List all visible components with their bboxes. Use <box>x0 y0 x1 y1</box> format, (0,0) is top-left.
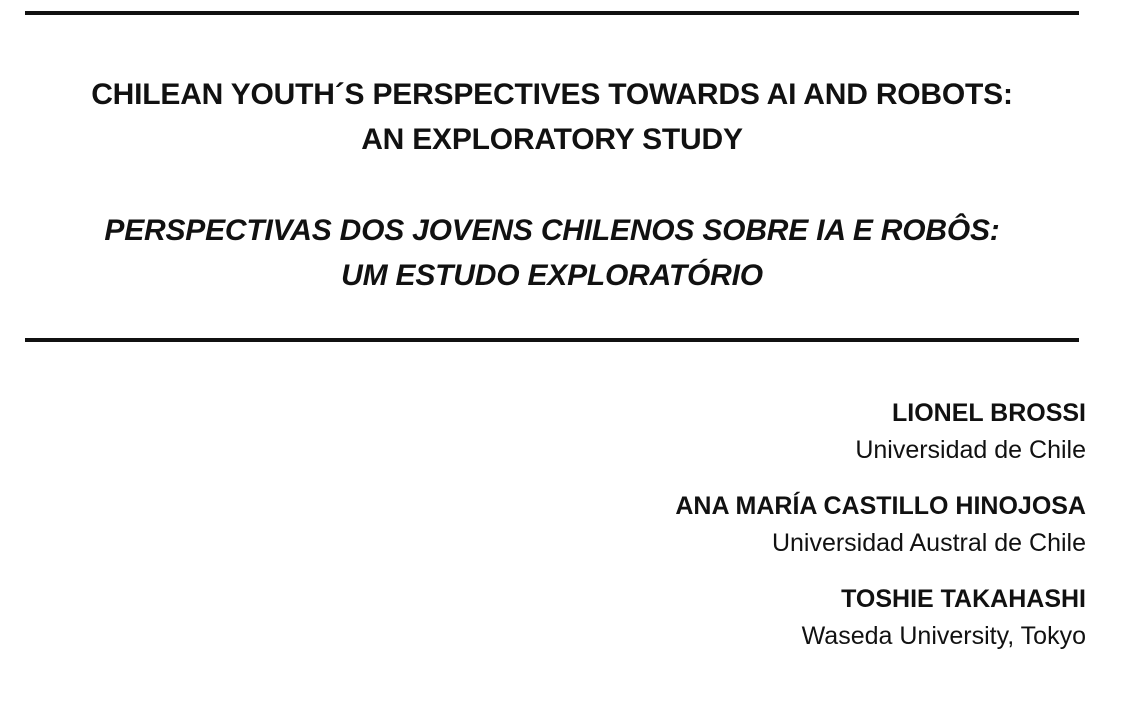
author-entry <box>486 488 1086 561</box>
author-entry <box>486 581 1086 654</box>
author-name: LIONEL BROSSI <box>891 399 1086 427</box>
title-portuguese-line-2: UM ESTUDO EXPLORATÓRIO <box>341 259 763 292</box>
author-list <box>486 395 1086 674</box>
author-name: ANA MARÍA CASTILLO HINOJOSA <box>675 492 1086 520</box>
title-portuguese-line-1: PERSPECTIVAS DOS JOVENS CHILENOS SOBRE IA E ROBÔS: <box>104 214 1000 247</box>
title-portuguese <box>25 208 1079 298</box>
author-name: TOSHIE TAKAHASHI <box>841 585 1086 613</box>
title-english <box>25 72 1079 162</box>
top-rule <box>25 11 1079 15</box>
author-affiliation: Universidad de Chile <box>855 436 1086 464</box>
author-entry <box>486 395 1086 468</box>
author-affiliation: Universidad Austral de Chile <box>771 529 1086 557</box>
author-affiliation: Waseda University, Tokyo <box>801 622 1086 650</box>
title-english-line-2: AN EXPLORATORY STUDY <box>361 123 743 156</box>
title-english-line-1: CHILEAN YOUTH´S PERSPECTIVES TOWARDS AI AND ROBOTS: <box>91 78 1013 111</box>
bottom-rule <box>25 338 1079 342</box>
